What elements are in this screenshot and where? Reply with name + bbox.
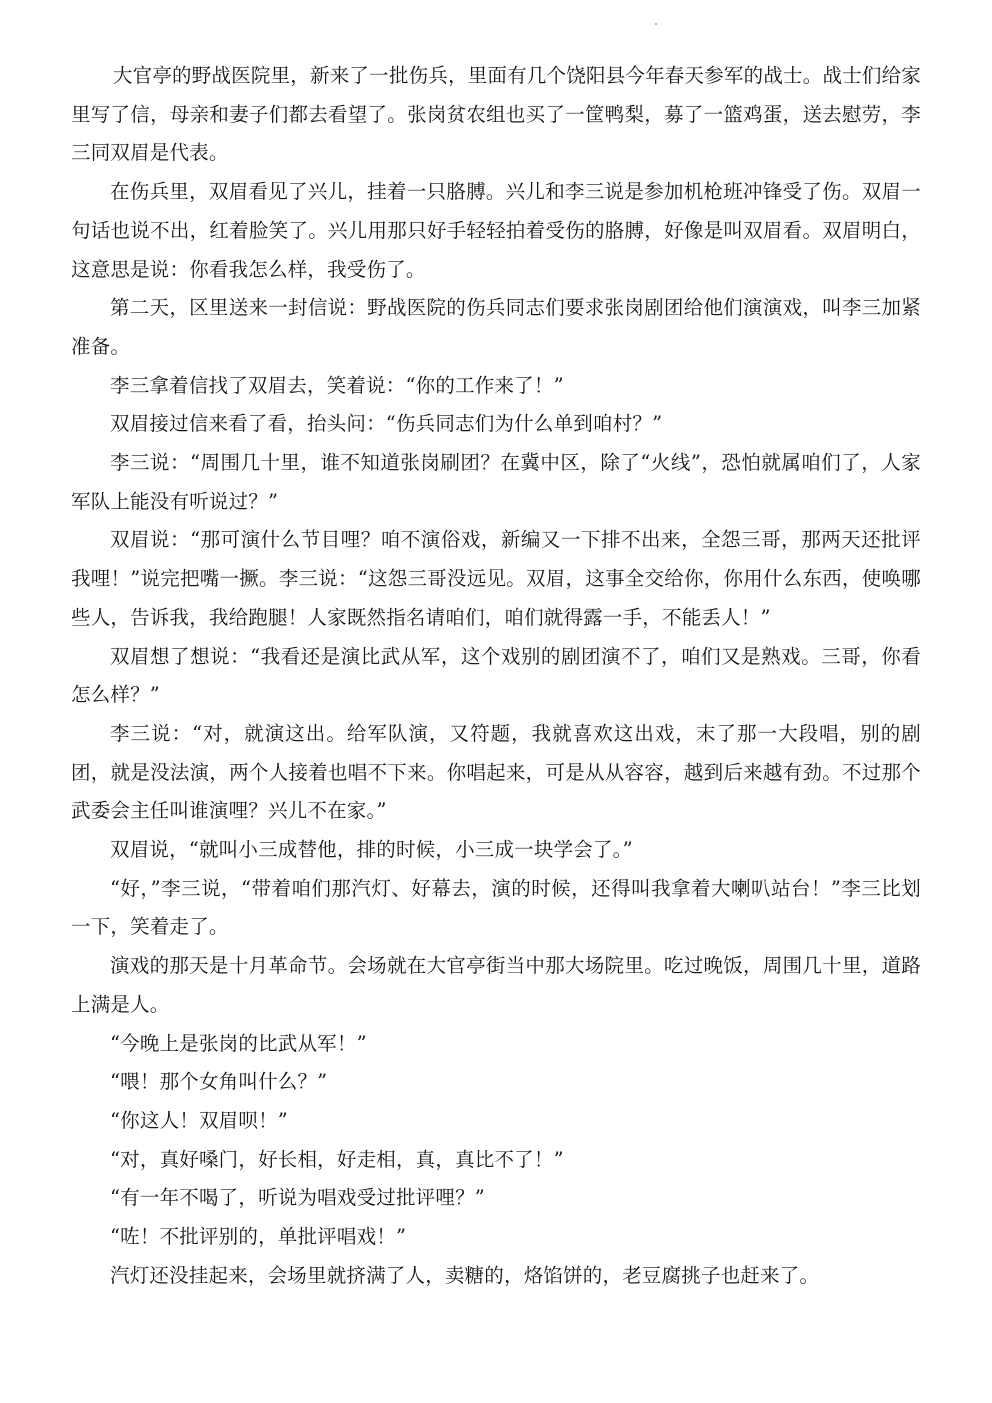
paragraph: 大官亭的野战医院里，新来了一批伤兵，里面有几个饶阳县今年春天参军的战士。战士们给家里写了信，母亲和妻子们都去看望了。张岗贫农组也买了一筐鸭梨，募了一篮鸡蛋，送去慰劳，李三同双眉是代表。 [71,64,921,165]
paragraph: 李三说：“对，就演这出。给军队演，又符题，我就喜欢这出戏，末了那一大段唱，别的剧团，就是没法演，两个人接着也唱不下来。你唱起来，可是从从容容，越到后来越有劲。不过那个武委会主任叫谁演哩？兴儿不在家。” [71,721,921,823]
paragraph: 双眉说：“那可演什么节目哩？咱不演俗戏，新编又一下排不出来，全怨三哥，那两天还批评我哩！”说完把嘴一撅。李三说：“这怨三哥没远见。双眉，这事全交给你，你用什么东西，使唤哪些人，告诉我，我给跑腿！人家既然指名请咱们，咱们就得露一手，不能丢人！” [71,528,921,629]
paragraph: 在伤兵里，双眉看见了兴儿，挂着一只胳膊。兴儿和李三说是参加机枪班冲锋受了伤。双眉一句话也说不出，红着脸笑了。兴儿用那只好手轻轻拍着受伤的胳膊，好像是叫双眉看。双眉明白，这意思是说：你看我怎么样，我受伤了。 [71,180,921,281]
paragraph: 双眉想了想说：“我看还是演比武从军，这个戏别的剧团演不了，咱们又是熟戏。三哥，你看怎么样？” [71,644,921,707]
paragraph: 双眉说，“就叫小三成替他，排的时候，小三成一块学会了。” [110,838,633,862]
document-body [71,57,921,1296]
dialogue-line: “咗！不批评别的，单批评唱戏！” [110,1225,407,1249]
dialogue-line: “有一年不喝了，听说为唱戏受过批评哩？” [110,1186,485,1210]
dialogue-line: “你这人！双眉呗！” [110,1108,288,1132]
paragraph: 双眉接过信来看了看，抬头问：“伤兵同志们为什么单到咱村？” [110,412,663,436]
dialogue-line: “喂！那个女角叫什么？” [110,1070,328,1094]
paragraph: 汽灯还没挂起来，会场里就挤满了人，卖糖的，烙馅饼的，老豆腐挑子也赶来了。 [110,1263,820,1287]
paragraph: “好，”李三说，“带着咱们那汽灯、好幕去，演的时候，还得叫我拿着大喇叭站台！”李三比划一下，笑着走了。 [71,876,921,939]
paragraph: 李三拿着信找了双眉去，笑着说：“你的工作来了！” [110,373,564,397]
paragraph: 第二天，区里送来一封信说：野战医院的伤兵同志们要求张岗剧团给他们演演戏，叫李三加紧准备。 [71,296,921,358]
dialogue-line: “对，真好嗓门，好长相，好走相，真，真比不了！” [110,1147,564,1171]
paragraph: 演戏的那天是十月革命节。会场就在大官亭街当中那大场院里。吃过晚饭，周围几十里，道路上满是人。 [71,954,921,1016]
scan-speck [655,23,657,25]
paragraph: 李三说：“周围几十里，谁不知道张岗刷团？在冀中区，除了“火线”，恐怕就属咱们了，人家军队上能没有听说过？” [71,451,921,513]
dialogue-line: “今晚上是张岗的比武从军！” [110,1031,367,1055]
